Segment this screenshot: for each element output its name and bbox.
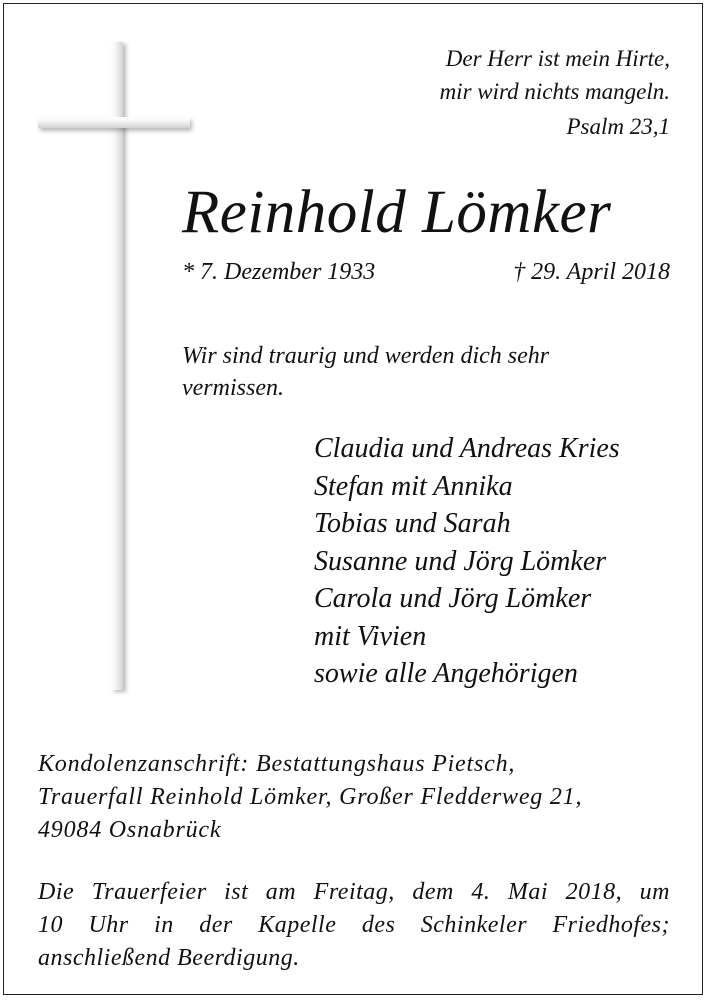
- service-line: Die Trauerfeier ist am Freitag, dem 4. Mai 2018, um: [38, 879, 670, 905]
- psalm-reference: Psalm 23,1: [566, 114, 670, 139]
- mourning-message: Wir sind traurig und werden dich sehr vermissen.: [182, 343, 550, 401]
- birth-date: * 7. Dezember 1933: [182, 259, 376, 285]
- address-line: 49084 Osnabrück: [38, 817, 222, 843]
- address-line: Trauerfall Reinhold Lömker, Großer Fledderweg 21,: [38, 784, 583, 810]
- address-line: Kondolenzanschrift: Bestattungshaus Pietsch,: [38, 751, 516, 777]
- family-member: Carola und Jörg Lömker: [314, 583, 592, 614]
- family-member: Claudia und Andreas Kries: [314, 433, 620, 464]
- death-date: † 29. April 2018: [513, 259, 670, 285]
- funeral-service-info: [38, 876, 670, 975]
- psalm-line-2: mir wird nichts mangeln.: [439, 79, 670, 104]
- family-member: sowie alle Angehörigen: [314, 658, 578, 689]
- family-member: Stefan mit Annika: [314, 470, 513, 502]
- family-list: [314, 430, 620, 693]
- family-member: mit Vivien: [314, 620, 427, 652]
- cross-horizontal-beam: [38, 117, 190, 128]
- service-line: anschließend Beerdigung.: [38, 945, 300, 971]
- family-member: Susanne und Jörg Lömker: [314, 545, 607, 577]
- deceased-name: Reinhold Lömker: [182, 179, 612, 246]
- condolence-address: [38, 748, 670, 847]
- family-member: Tobias und Sarah: [314, 508, 511, 539]
- cross-vertical-beam: [111, 42, 123, 690]
- life-dates: [182, 255, 670, 289]
- psalm-quote: [440, 42, 670, 143]
- psalm-line-1: Der Herr ist mein Hirte,: [445, 46, 670, 71]
- service-line: 10 Uhr in der Kapelle des Schinkeler Friedhofes;: [38, 912, 670, 938]
